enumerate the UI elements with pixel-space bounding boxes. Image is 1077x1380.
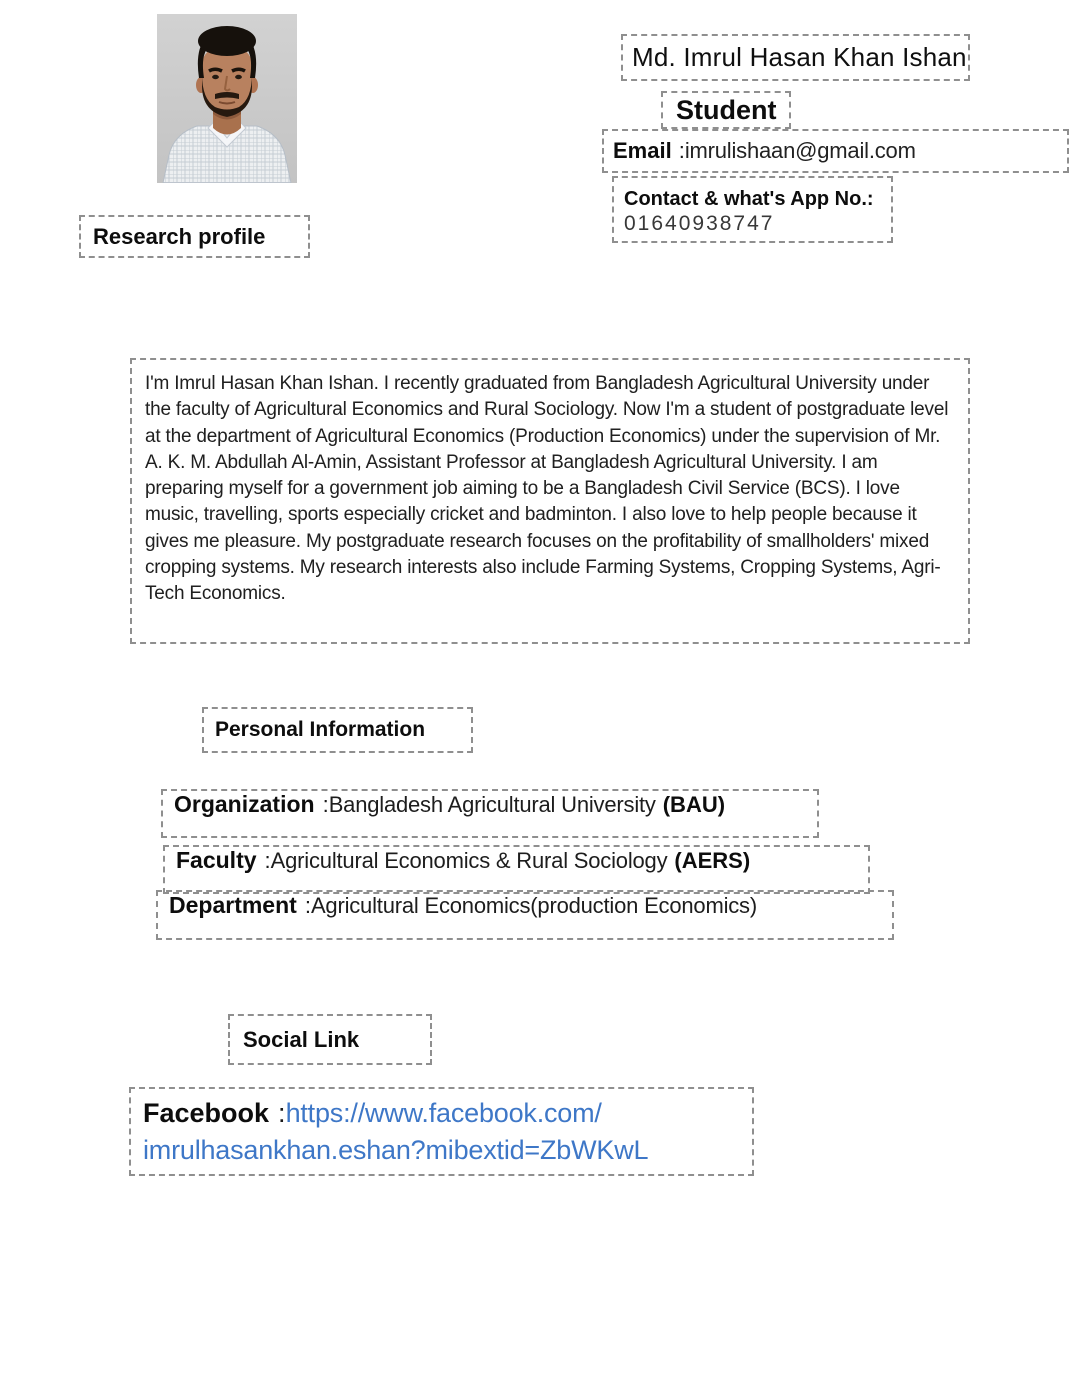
phone-number: 01640938747 bbox=[624, 212, 775, 235]
faculty-label: Faculty bbox=[176, 847, 257, 873]
bio-textbox[interactable] bbox=[130, 358, 970, 644]
facebook-url-line2: imrulhasankhan.eshan?mibextid=ZbWKwL bbox=[143, 1135, 649, 1165]
faculty-field[interactable] bbox=[163, 845, 870, 894]
faculty-value: Agricultural Economics & Rural Sociology bbox=[270, 848, 668, 873]
facebook-label: Facebook bbox=[143, 1098, 270, 1128]
faculty-separator: : bbox=[264, 848, 271, 873]
organization-value: Bangladesh Agricultural University bbox=[328, 792, 656, 817]
organization-field[interactable] bbox=[161, 789, 819, 838]
organization-label: Organization bbox=[174, 791, 315, 817]
department-field[interactable] bbox=[156, 890, 894, 940]
organization-abbreviation: (BAU) bbox=[662, 792, 726, 817]
department-label: Department bbox=[169, 892, 297, 918]
email-separator: : bbox=[678, 138, 685, 163]
faculty-abbreviation: (AERS) bbox=[674, 848, 751, 873]
contact-label: Contact & what's App No.: bbox=[624, 188, 874, 210]
email-value: imrulishaan@gmail.com bbox=[684, 138, 916, 163]
profile-photo bbox=[157, 14, 297, 183]
name-textbox[interactable] bbox=[621, 34, 970, 81]
role-textbox[interactable] bbox=[661, 91, 791, 129]
personal-information-heading-label: Personal Information bbox=[215, 718, 426, 741]
personal-information-heading[interactable] bbox=[202, 707, 473, 753]
email-textbox[interactable] bbox=[602, 129, 1069, 173]
facebook-textbox[interactable] bbox=[129, 1087, 754, 1176]
research-profile-heading[interactable] bbox=[79, 215, 310, 258]
bio-paragraph: I'm Imrul Hasan Khan Ishan. I recently graduated from Bangladesh Agricultural University under the faculty of Agricultural Economics and Rural Sociology. Now I'm a student of postgraduate level at the department of Agricultural Economics (Production Economics) under the supervision of Mr. A. K. M. Abdullah Al-Amin, Assistant Professor at Bangladesh Agricultural University. I am preparing myself for a government job aiming to be a Bangladesh Civil Service (BCS). I love music, travelling, sports especially cricket and badminton. I also love to help people because it gives me pleasure. My postgraduate research focuses on the profitability of smallholders' mixed cropping systems. My research interests also include Farming Systems, Cropping Systems, Agri-Tech Economics. bbox=[145, 373, 954, 605]
email-label: Email bbox=[613, 138, 672, 163]
profile-role: Student bbox=[676, 94, 777, 125]
organization-separator: : bbox=[322, 792, 329, 817]
department-separator: : bbox=[304, 893, 311, 918]
profile-name: Md. Imrul Hasan Khan Ishan bbox=[632, 42, 967, 72]
facebook-url-line1: https://www.facebook.com/ bbox=[285, 1098, 602, 1128]
contact-textbox[interactable] bbox=[612, 176, 893, 243]
research-profile-heading-label: Research profile bbox=[93, 223, 266, 249]
facebook-separator: : bbox=[278, 1098, 286, 1128]
social-link-heading[interactable] bbox=[228, 1014, 432, 1065]
portrait-photo-image bbox=[157, 14, 297, 183]
department-value: Agricultural Economics(production Economics) bbox=[310, 893, 757, 918]
social-link-heading-label: Social Link bbox=[243, 1026, 360, 1052]
